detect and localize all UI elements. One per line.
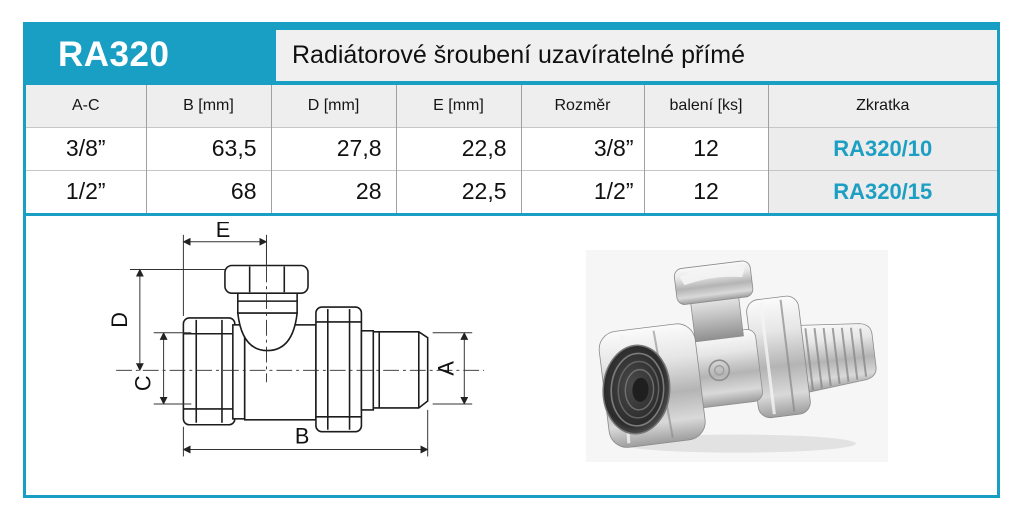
cell-baleni: 12 [644,170,768,213]
spec-table [26,85,997,213]
cell-e: 22,5 [396,170,521,213]
cell-d: 28 [271,170,396,213]
col-header-b: B [mm] [146,85,271,127]
dim-label-b: B [294,423,310,449]
cell-rozmer: 1/2” [521,170,644,213]
cell-zkratka: RA320/15 [768,170,997,213]
cell-b: 68 [146,170,271,213]
cell-rozmer: 3/8” [521,127,644,170]
product-title-bar [276,30,997,81]
col-header-ac: A-C [26,85,146,127]
product-code-box [26,25,276,85]
dim-label-c: C [130,375,156,392]
cell-d: 27,8 [271,127,396,170]
product-code: RA320 [58,35,170,74]
table-row [26,170,997,213]
table-header-row [26,85,997,127]
col-header-zkratka: Zkratka [768,85,997,127]
technical-drawing [94,222,524,494]
product-photo [586,250,888,462]
table-row [26,127,997,170]
cell-ac: 3/8” [26,127,146,170]
cell-b: 63,5 [146,127,271,170]
cell-e: 22,8 [396,127,521,170]
header-band [26,25,997,85]
dim-label-e: E [215,222,231,242]
col-header-rozmer: Rozměr [521,85,644,127]
col-header-e: E [mm] [396,85,521,127]
col-header-d: D [mm] [271,85,396,127]
content-area [26,216,997,495]
catalog-sheet [23,22,1000,498]
product-title: Radiátorové šroubení uzavíratelné přímé [292,41,746,69]
dim-label-a: A [433,361,459,376]
cell-ac: 1/2” [26,170,146,213]
valve-photo-group [586,250,882,450]
cell-baleni: 12 [644,127,768,170]
cell-zkratka: RA320/10 [768,127,997,170]
valve-outline [183,266,427,432]
col-header-baleni: balení [ks] [644,85,768,127]
dim-label-d: D [107,312,133,328]
product-photo-panel [586,250,888,462]
